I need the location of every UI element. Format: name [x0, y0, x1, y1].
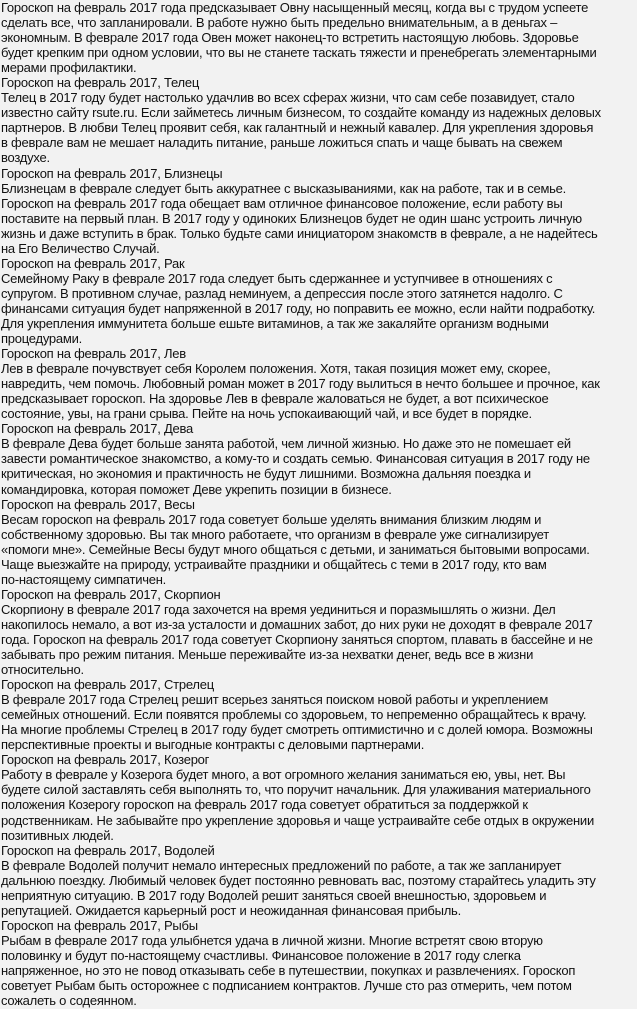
- paragraph-line: сделать все, что запланировали. В работе нужно быть предельно внимательным, а в деньгах –: [1, 15, 558, 31]
- paragraph-line: Для укрепления иммунитета больше ешьте витаминов, а так же закаляйте организм водными: [1, 315, 549, 331]
- paragraph-line: жизнь и даже вступить в брак. Только будьте сами инициатором знакомств в феврале, а не надейтесь: [1, 225, 598, 241]
- horoscope-section: [1, 587, 637, 677]
- section-title: Гороскоп на февраль 2017, Весы: [1, 496, 195, 512]
- section-title: Гороскоп на февраль 2017, Телец: [1, 75, 200, 91]
- section-title: Гороскоп на февраль 2017, Козерог: [1, 752, 210, 768]
- paragraph-line: Гороскоп на февраль 2017 года предсказывает Овну насыщенный месяц, когда вы с трудом успеете: [1, 0, 589, 15]
- horoscope-section: [1, 497, 637, 587]
- paragraph-line: репутацией. Ожидается карьерный рост и неожиданная финансовая прибыль.: [1, 902, 461, 918]
- paragraph-line: партнеров. В любви Телец проявит себя, как галантный и нежный кавалер. Для укрепления здоровья: [1, 120, 594, 136]
- paragraph-line: навредить, чем помочь. Любовный роман может в 2017 году вылиться в нечто большее и прочное, как: [1, 376, 600, 392]
- paragraph-line: На многие проблемы Стрелец в 2017 году будет смотреть оптимистично и с долей юмора. Возможны: [1, 722, 593, 738]
- paragraph-line: завести романтическое знакомство, а кому-то и создать семью. Финансовая ситуация в 2017 году не: [1, 451, 590, 467]
- horoscope-section: [1, 75, 637, 165]
- paragraph-line: забывать про режим питания. Меньше переживайте из-за нехватки денег, ведь все в жизни: [1, 647, 534, 663]
- paragraph-line: Лев в феврале почувствует себя Королем положения. Хотя, такая позиция может ему, скорее,: [1, 361, 551, 377]
- section-title: Гороскоп на февраль 2017, Близнецы: [1, 165, 223, 181]
- paragraph-line: будет крепким при одном условии, что вы не станете таскать тяжести и пренебрегать элементарными: [1, 45, 597, 61]
- paragraph-line: В феврале Водолей получит немало интересных предложений по работе, а так же запланирует: [1, 857, 562, 873]
- paragraph-line: Чаще выезжайте на природу, устраивайте праздники и общайтесь с теми в 2017 году, кто вам: [1, 556, 547, 572]
- horoscope-section: [1, 752, 637, 842]
- section-title: Гороскоп на февраль 2017, Стрелец: [1, 677, 214, 693]
- horoscope-section: [1, 677, 637, 752]
- paragraph-line: дальнюю поездку. Любимый человек будет постоянно ревновать вас, поэтому старайтесь уладить эту: [1, 872, 596, 888]
- section-title: Гороскоп на февраль 2017, Рак: [1, 255, 185, 271]
- paragraph-line: воздухе.: [1, 150, 50, 166]
- paragraph-line: В феврале 2017 года Стрелец решит всерьез заняться поиском новой работы и укреплением: [1, 692, 549, 708]
- section-title: Гороскоп на февраль 2017, Водолей: [1, 842, 215, 858]
- paragraph-line: сожалеть о содеянном.: [1, 993, 137, 1009]
- paragraph-line: предсказывает гороскоп. На здоровье Лев в феврале жаловаться не будет, а вот психическое: [1, 391, 549, 407]
- paragraph-line: супругом. В противном случае, разлад неминуем, а депрессия после этого затянется надолго. С: [1, 285, 563, 301]
- paragraph-line: командировка, которая поможет Деве укрепить позиции в бизнесе.: [1, 481, 392, 497]
- paragraph-line: накопилось немало, а вот из-за усталости и домашних забот, до них руки не доходят в феврале 2017: [1, 616, 593, 632]
- paragraph-line: по-настоящему симпатичен.: [1, 571, 167, 587]
- paragraph-line: позитивных людей.: [1, 827, 114, 843]
- paragraph-line: половинку и будут по-настоящему счастливы. Финансовое положение в 2017 году слегка: [1, 947, 521, 963]
- paragraph-line: «помоги мне». Семейные Весы будут много общаться с детьми, и заниматься бытовыми вопросами.: [1, 541, 590, 557]
- paragraph-line: напряженное, но это не повод отказывать себе в путешествии, покупках и развлечениях. Гороскоп: [1, 963, 576, 978]
- paragraph-line: семейных отношений. Если появятся проблемы со здоровьем, то непременно обращайтесь к врачу.: [1, 707, 587, 723]
- paragraph-line: Весам гороскоп на февраль 2017 года советует больше уделять внимания близким людям и: [1, 511, 542, 527]
- paragraph-line: экономным. В феврале 2017 года Овен может наконец-то встретить настоящую любовь. Здоровье: [1, 30, 579, 46]
- paragraph-line: процедурами.: [1, 331, 82, 347]
- horoscope-section: [1, 346, 637, 421]
- section-title: Гороскоп на февраль 2017, Скорпион: [1, 586, 221, 602]
- paragraph-line: собственному здоровью. Вы так много работаете, что организм в феврале уже сигнализирует: [1, 526, 549, 542]
- paragraph-line: поставите на первый план. В 2017 году у одиноких Близнецов будет не один шанс устроить личную: [1, 210, 582, 226]
- paragraph-line: положения Козерогу гороскоп на февраль 2017 года советует обратиться за поддержкой к: [1, 797, 528, 813]
- paragraph-line: Гороскоп на февраль 2017 года обещает вам отличное финансовое положение, если работу вы: [1, 195, 563, 211]
- section-title: Гороскоп на февраль 2017, Рыбы: [1, 917, 198, 933]
- paragraph-line: родственникам. Не забывайте про укрепление здоровья и чаще устраивайте себе отдых в окружении: [1, 812, 594, 828]
- paragraph-line: года. Гороскоп на февраль 2017 года советует Скорпиону заняться спортом, плавать в бассейне и не: [1, 631, 593, 647]
- paragraph-line: Скорпиону в феврале 2017 года захочется на время уединиться и поразмышлять о жизни. Дел: [1, 601, 556, 617]
- paragraph-line: Близнецам в феврале следует быть аккуратнее с высказываниями, как на работе, так и в семье.: [1, 180, 567, 196]
- horoscope-section: [1, 0, 637, 75]
- horoscope-section: [1, 843, 637, 918]
- paragraph-line: состояние, увы, на грани срыва. Пейте на ночь успокаивающий чай, и все будет в порядке.: [1, 406, 532, 422]
- horoscope-section: [1, 918, 637, 1008]
- paragraph-line: В феврале Дева будет больше занята работой, чем личной жизнью. Но даже это не помешает ей: [1, 436, 571, 452]
- paragraph-line: Семейному Раку в феврале 2017 года следует быть сдержаннее и уступчивее в отношениях с: [1, 270, 553, 286]
- paragraph-line: мерами профилактики.: [1, 60, 137, 76]
- paragraph-line: будете силой заставлять себя выполнять то, что поручит начальник. Для улаживания материального: [1, 782, 591, 798]
- paragraph-line: относительно.: [1, 662, 84, 678]
- horoscope-section: [1, 256, 637, 346]
- horoscope-section: [1, 421, 637, 496]
- section-title: Гороскоп на февраль 2017, Лев: [1, 346, 186, 362]
- paragraph-line: критическая, но экономия и практичность не будут лишними. Возможна дальняя поездка и: [1, 466, 531, 482]
- paragraph-line: Рыбам в феврале 2017 года улыбнется удача в личной жизни. Многие встретят свою вторую: [1, 932, 543, 948]
- horoscope-section: [1, 166, 637, 256]
- paragraph-line: советует Рыбам быть осторожнее с подписанием контрактов. Лучше сто раз отмерить, чем потом: [1, 978, 572, 994]
- section-title: Гороскоп на февраль 2017, Дева: [1, 421, 194, 437]
- paragraph-line: Телец в 2017 году будет настолько удачлив во всех сферах жизни, что сам себе позавидует, стало: [1, 90, 575, 106]
- paragraph-line: на Его Величество Случай.: [1, 240, 160, 256]
- paragraph-line: финансами ситуация будет напряженной в 2017 году, но поправить ее можно, если найти подработку.: [1, 300, 596, 316]
- paragraph-line: перспективные проекты и выгодные контракты с деловыми партнерами.: [1, 737, 425, 753]
- paragraph-line: неприятную ситуацию. В 2017 году Водолей решит заняться своей внешностью, здоровьем и: [1, 887, 547, 903]
- paragraph-line: Работу в феврале у Козерога будет много, а вот огромного желания заниматься ею, увы, нет. Вы: [1, 767, 566, 783]
- paragraph-line: в феврале вам не мешает наладить питание, раньше ложиться спать и чаще бывать на свежем: [1, 135, 563, 151]
- paragraph-line: известно сайту rsute.ru. Если займетесь личным бизнесом, то создайте команду из надежных деловых: [1, 105, 601, 121]
